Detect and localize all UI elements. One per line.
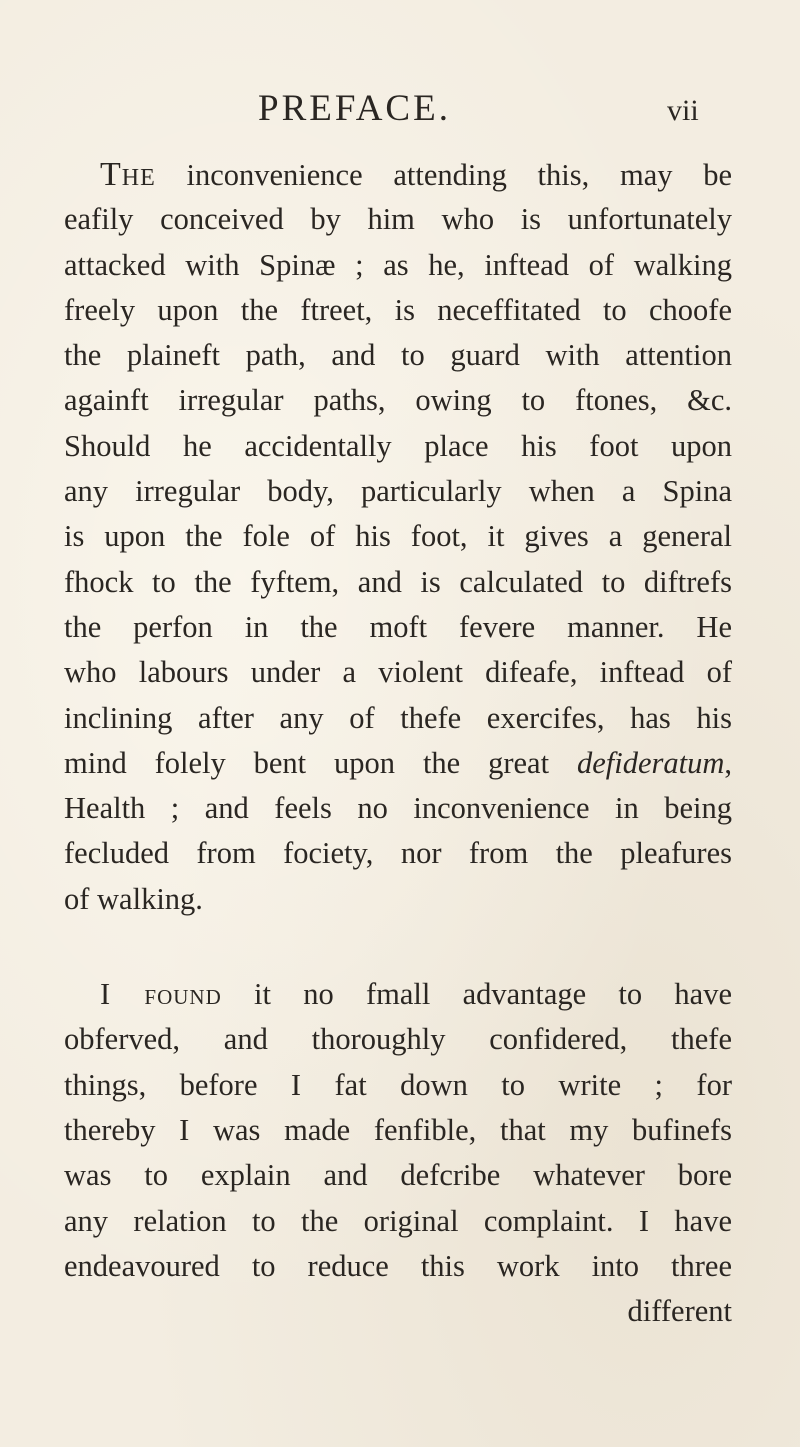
running-title: PREFACE. xyxy=(258,88,451,129)
paragraph-2-line-2: obferved, and thoroughly confidered, thefe xyxy=(64,1022,732,1057)
paragraph-2-lead: I found xyxy=(100,977,222,1012)
paragraph-2-line-3: things, before I fat down to write ; for xyxy=(64,1067,732,1102)
paragraph-2-line-7: endeavoured to reduce this work into three xyxy=(64,1248,732,1283)
paragraph-1-line-6: againft irregular paths, owing to ftones, &c. xyxy=(64,383,732,418)
paragraph-1-line-4: freely upon the ftreet, is neceffitated to choofe xyxy=(64,292,732,327)
paragraph-1-line-9: is upon the fole of his foot, it gives a general xyxy=(64,519,732,554)
paragraph-2-line-4: thereby I was made fenfible, that my bufinefs xyxy=(64,1112,732,1147)
paragraph-1-line-3: attacked with Spinæ ; as he, inftead of walking xyxy=(64,247,732,282)
paragraph-1-line-5: the plaineft path, and to guard with attention xyxy=(64,338,732,373)
paragraph-1-lead: The xyxy=(100,156,156,193)
paragraph-1-line-13: inclining after any of thefe exercifes, has his xyxy=(64,700,732,735)
paragraph-1-line-17: of walking. xyxy=(64,881,203,916)
paragraph-1-line-16: fecluded from fociety, nor from the pleafures xyxy=(64,836,732,871)
italic-term: defideratum xyxy=(576,745,725,780)
paragraph-gap xyxy=(64,922,732,972)
paragraph-1-line-15: Health ; and feels no inconvenience in being xyxy=(64,791,732,826)
paragraph-1-line-1: The inconvenience attending this, may be xyxy=(100,156,732,193)
paragraph-1-line-8: any irregular body, particularly when a Spina xyxy=(64,474,732,509)
paragraph-1-line-14: mind folely bent upon the great defideratum, xyxy=(64,745,732,780)
running-head xyxy=(0,84,800,134)
paragraph-2-line-6: any relation to the original complaint. I have xyxy=(64,1203,732,1238)
paragraph-2-line-5: was to explain and defcribe whatever bore xyxy=(64,1158,732,1193)
paragraph-1-line-10: fhock to the fyftem, and is calculated to diftrefs xyxy=(64,564,732,599)
page-number: vii xyxy=(667,94,699,127)
catchword: different xyxy=(627,1294,732,1329)
body-text xyxy=(64,152,732,1334)
paragraph-1-line-11: the perfon in the moft fevere manner. He xyxy=(64,609,732,644)
paragraph-2-line-1: I found it no fmall advantage to have xyxy=(100,977,732,1012)
paragraph-1-line-2: eafily conceived by him who is unfortunately xyxy=(64,202,732,237)
paragraph-1-line-7: Should he accidentally place his foot upon xyxy=(64,428,732,463)
paragraph-1-line-12: who labours under a violent difeafe, inftead of xyxy=(64,655,732,690)
